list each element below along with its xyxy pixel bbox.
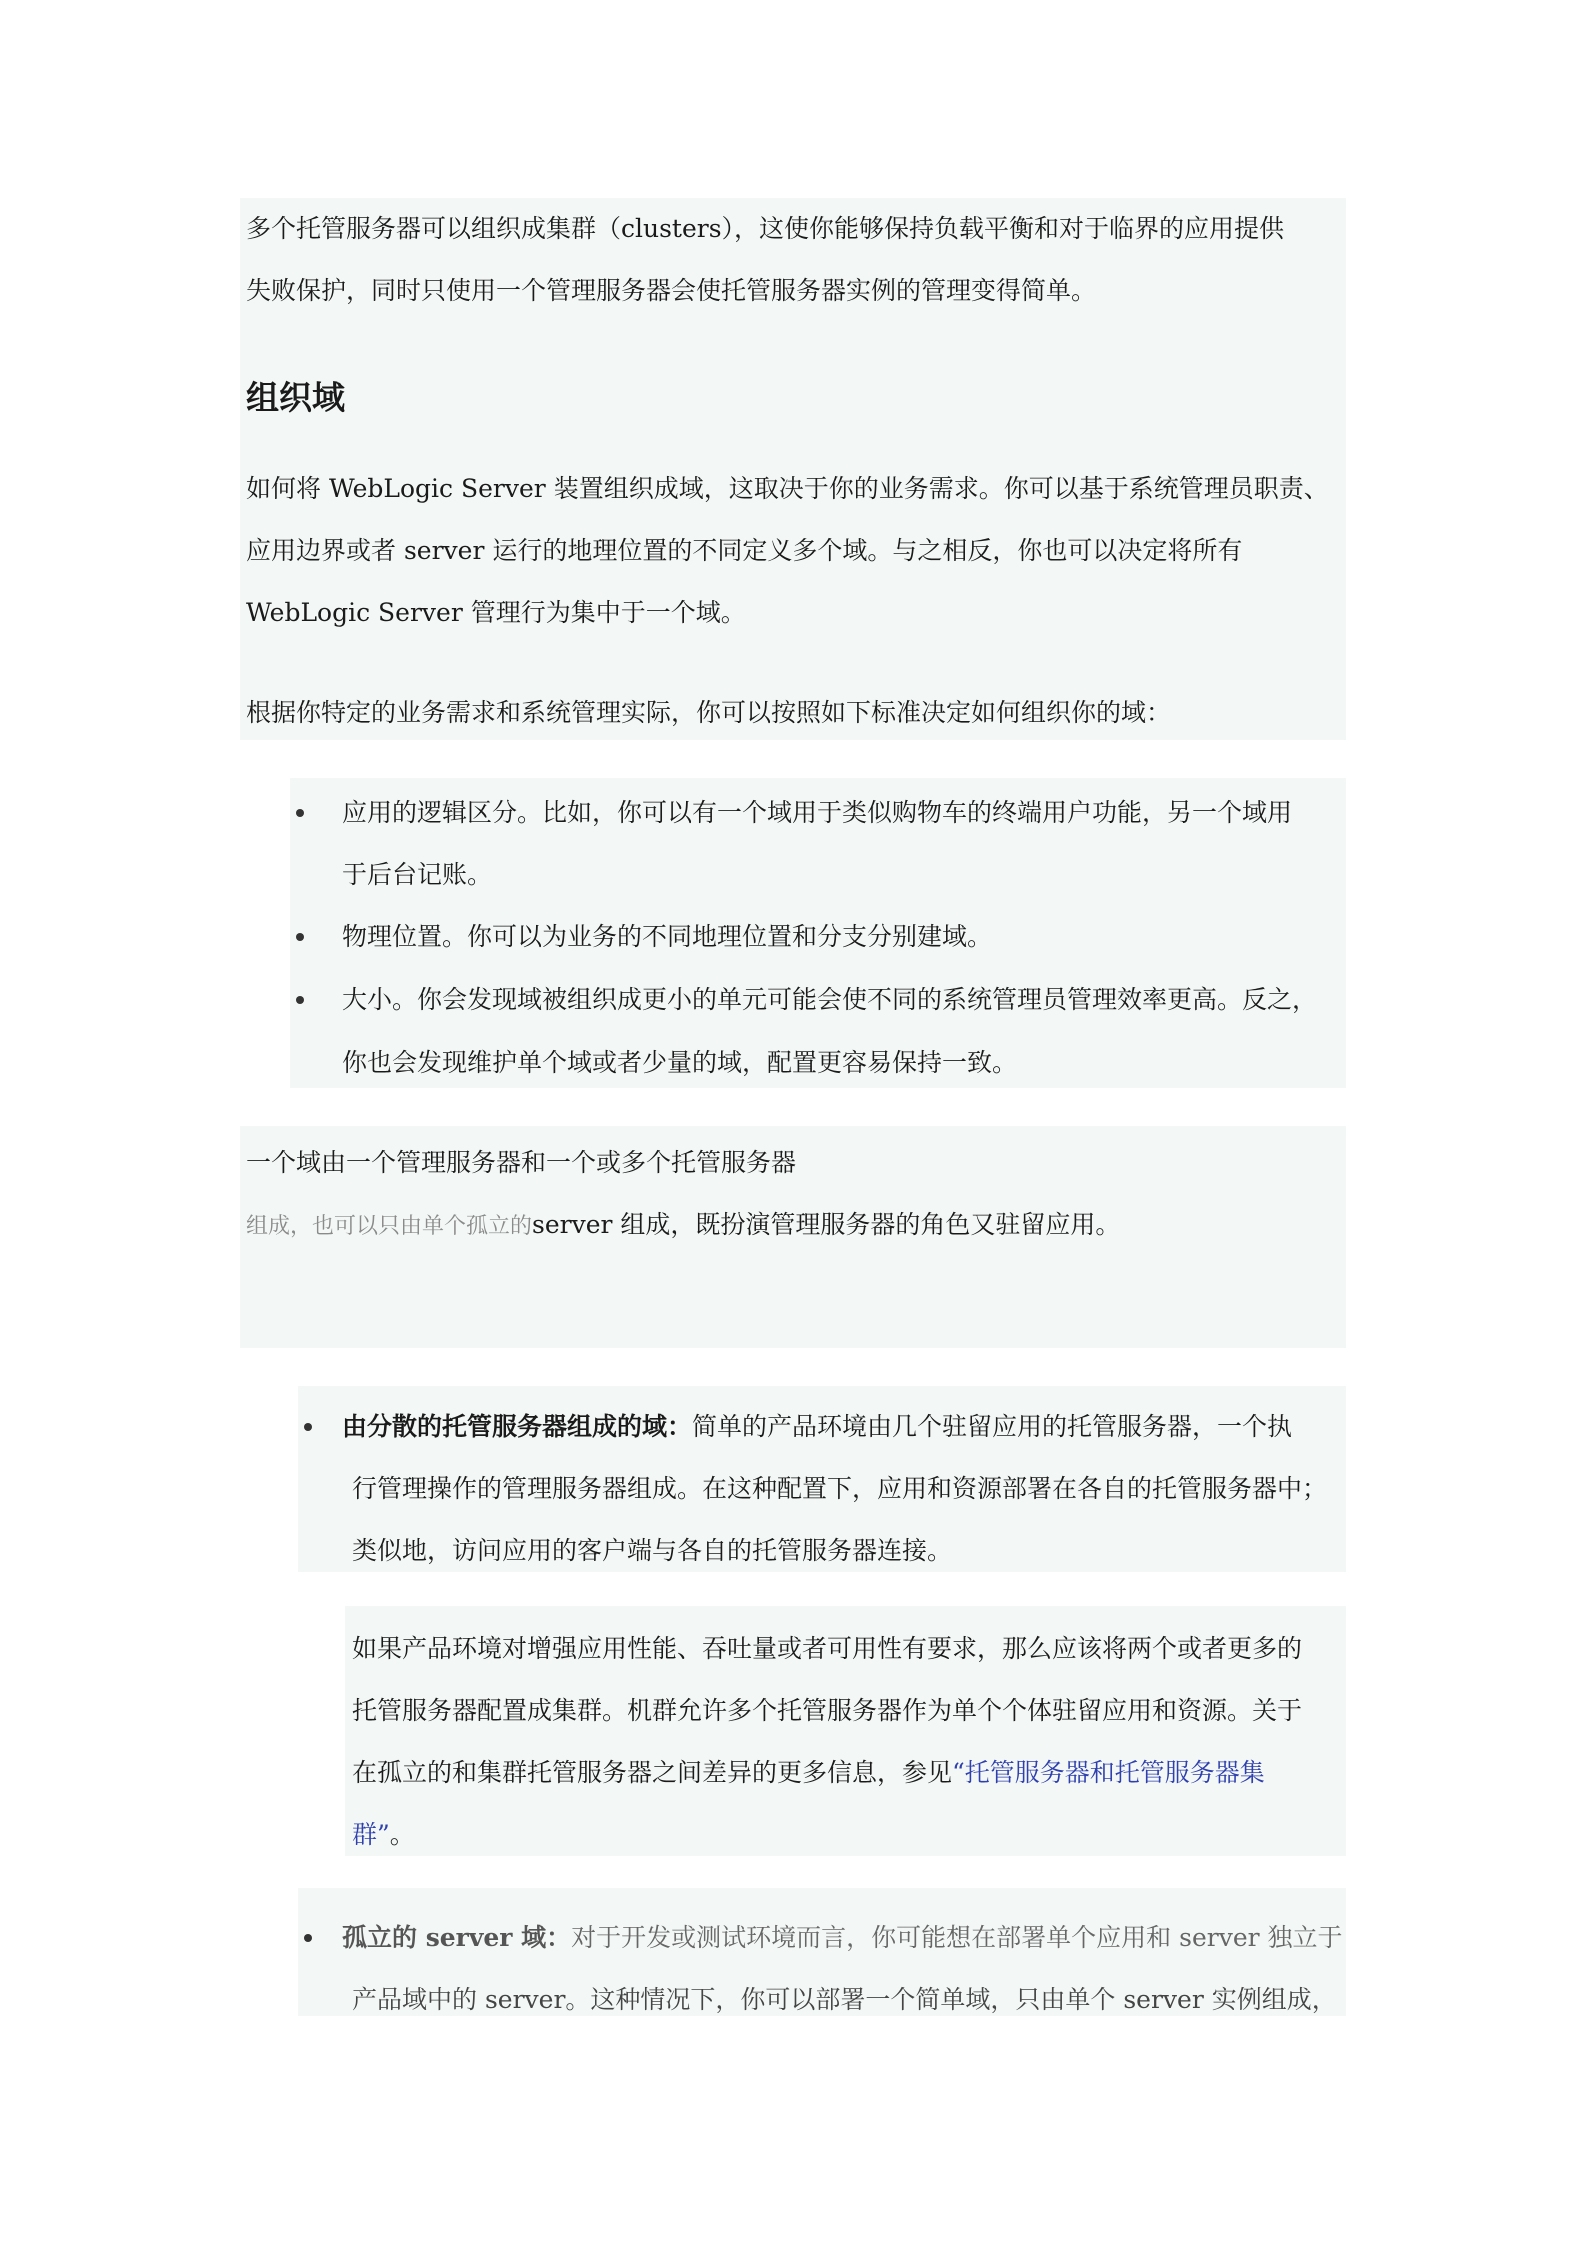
cluster-note-line-2: 托管服务器配置成集群。机群允许多个托管服务器作为单个个体驻留应用和资源。关于 [352, 1696, 1303, 1725]
bullet-dot [304, 1934, 312, 1942]
criteria-2-line-1: 物理位置。你可以为业务的不同地理位置和分支分别建域。 [342, 922, 993, 951]
para1-line-3: WebLogic Server 管理行为集中于一个域。 [246, 598, 746, 627]
cluster-note-end: 。 [389, 1820, 415, 1849]
distributed-line-3: 类似地，访问应用的客户端与各自的托管服务器连接。 [352, 1536, 953, 1565]
distributed-line-1-rest: 简单的产品环境由几个驻留应用的托管服务器，一个执 [692, 1412, 1293, 1441]
standalone-label: 孤立的 server 域： [342, 1923, 572, 1952]
domain-def-line-2 [246, 1212, 1120, 1238]
intro-line-1: 多个托管服务器可以组织成集群（clusters），这使你能够保持负载平衡和对于临界的应用提供 [246, 214, 1285, 243]
section-heading: 组织域 [246, 378, 345, 417]
para1-line-1: 如何将 WebLogic Server 装置组织成域，这取决于你的业务需求。你可以基于系统管理员职责、 [246, 474, 1329, 503]
domain-def-line-1: 一个域由一个管理服务器和一个或多个托管服务器 [246, 1148, 797, 1177]
cluster-note-line-3-text: 在孤立的和集群托管服务器之间差异的更多信息，参见 [352, 1758, 953, 1787]
criteria-1-line-1: 应用的逻辑区分。比如，你可以有一个域用于类似购物车的终端用户功能，另一个域用 [342, 798, 1293, 827]
cluster-doc-link-cont[interactable]: 群” [352, 1820, 390, 1849]
bullet-dot [296, 809, 304, 817]
cluster-note-line-1: 如果产品环境对增强应用性能、吞吐量或者可用性有要求，那么应该将两个或者更多的 [352, 1634, 1303, 1663]
bullet-dot [304, 1423, 312, 1431]
distributed-line-2: 行管理操作的管理服务器组成。在这种配置下，应用和资源部署在各自的托管服务器中； [352, 1474, 1328, 1503]
distributed-label: 由分散的托管服务器组成的域： [342, 1412, 693, 1441]
criteria-3-line-1: 大小。你会发现域被组织成更小的单元可能会使不同的系统管理员管理效率更高。反之， [342, 985, 1318, 1014]
standalone-line-1-rest: 对于开发或测试环境而言，你可能想在部署单个应用和 server 独立于 [571, 1923, 1343, 1952]
standalone-line-2: 产品域中的 server。这种情况下，你可以部署一个简单域，只由单个 server 实例组成， [352, 1985, 1337, 2014]
domain-def-rest-text: server 组成，既扮演管理服务器的角色又驻留应用。 [532, 1210, 1121, 1239]
bullet-dot [296, 996, 304, 1004]
intro-line-2: 失败保护，同时只使用一个管理服务器会使托管服务器实例的管理变得简单。 [246, 276, 1097, 305]
para2: 根据你特定的业务需求和系统管理实际，你可以按照如下标准决定如何组织你的域： [246, 698, 1172, 727]
domain-def-gray-text: 组成，也可以只由单个孤立的 [246, 1214, 533, 1239]
cluster-doc-link[interactable]: “托管服务器和托管服务器集 [952, 1758, 1265, 1787]
distributed-line-1 [342, 1414, 1292, 1439]
criteria-1-line-2: 于后台记账。 [342, 860, 493, 889]
standalone-line-1 [342, 1925, 1343, 1950]
cluster-note-line-3 [352, 1760, 1265, 1785]
bullet-dot [296, 933, 304, 941]
para1-line-2: 应用边界或者 server 运行的地理位置的不同定义多个域。与之相反，你也可以决定将所有 [246, 536, 1243, 565]
cluster-note-line-4 [352, 1822, 415, 1847]
criteria-3-line-2: 你也会发现维护单个域或者少量的域，配置更容易保持一致。 [342, 1048, 1018, 1077]
